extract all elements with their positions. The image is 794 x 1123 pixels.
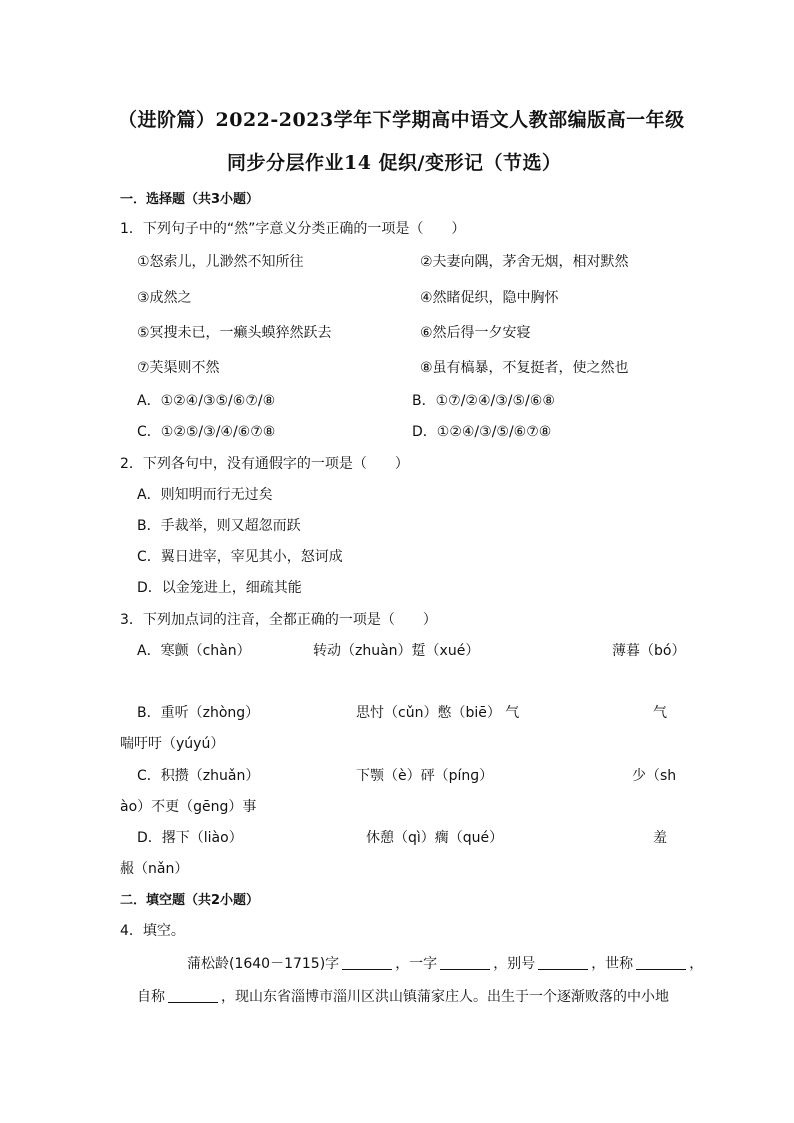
q3-option-a-part2: 转动（zhuàn）踅（xué） bbox=[313, 643, 480, 659]
q1-item: ⑥然后得一夕安寝 bbox=[420, 325, 531, 341]
answer-blank[interactable] bbox=[342, 955, 392, 970]
section-heading-choice: 一．选择题（共3小题） bbox=[120, 192, 260, 207]
q2-option-b: B．手裁举，则又超忽而跃 bbox=[137, 518, 301, 534]
q4-text: ，别号 bbox=[493, 956, 536, 972]
section-heading-fill: 二．填空题（共2小题） bbox=[120, 893, 260, 908]
q3-option-b-part2: 思忖（cǔn）憋（biē） 气 bbox=[356, 705, 520, 721]
q1-item: ③成然之 bbox=[137, 290, 192, 306]
question-2-stem: 2．下列各句中，没有通假字的一项是（ ） bbox=[120, 456, 409, 472]
page-title-line1: （进阶篇）2022-2023学年下学期高中语文人教部编版高一年级 bbox=[118, 109, 685, 131]
q3-option-a-part3: 薄暮（bó） bbox=[612, 643, 686, 659]
q2-option-c: C．翼日进宰，宰见其小，怒诃成 bbox=[137, 549, 343, 565]
q3-option-d-part2: 休憩（qì）瘸（qué） bbox=[366, 830, 504, 846]
q3-option-a-part1: A．寒颤（chàn） bbox=[137, 643, 251, 659]
q3-option-d-part3: 羞 bbox=[653, 830, 667, 846]
q3-option-b-part1: B．重听（zhòng） bbox=[137, 705, 260, 721]
page-title-line2: 同步分层作业14 促织/变形记（节选） bbox=[227, 152, 562, 174]
q1-item: ④然睹促织，隐中胸怀 bbox=[420, 290, 559, 306]
q4-text: 蒲松龄(1640－1715)字 bbox=[187, 956, 340, 972]
question-4-stem: 4．填空。 bbox=[120, 923, 185, 939]
q1-item: ⑧虽有槁暴，不复挺者，使之然也 bbox=[420, 360, 629, 376]
q4-line-2 bbox=[137, 986, 669, 1006]
q3-option-c-part4: ào）不更（gēng）事 bbox=[120, 799, 257, 815]
q1-option-c: C．①②⑤/③/④/⑥⑦⑧ bbox=[137, 424, 276, 440]
q4-text: ，世称 bbox=[591, 956, 634, 972]
q3-option-d-part1: D．撂下（liào） bbox=[137, 830, 243, 846]
q3-option-c-part3: 少（sh bbox=[632, 768, 677, 784]
q3-option-b-part3: 气 bbox=[653, 705, 667, 721]
q3-option-c-part2: 下颚（è）砰（pínɡ） bbox=[356, 768, 494, 784]
answer-blank[interactable] bbox=[538, 955, 588, 970]
question-3-stem: 3．下列加点词的注音，全都正确的一项是（ ） bbox=[120, 612, 437, 628]
q1-option-a: A．①②④/③⑤/⑥⑦/⑧ bbox=[137, 393, 276, 409]
q2-option-a: A．则知明而行无过矣 bbox=[137, 487, 273, 503]
answer-blank[interactable] bbox=[168, 988, 218, 1003]
q4-line-1 bbox=[187, 953, 703, 973]
q1-option-b: B．①⑦/②④/③/⑤/⑥⑧ bbox=[412, 393, 555, 409]
q4-text: ，现山东省淄博市淄川区洪山镇蒲家庄人。出生于一个逐渐败落的中小地 bbox=[221, 989, 669, 1005]
q3-option-d-part4: 赧（nǎn） bbox=[120, 861, 189, 877]
answer-blank[interactable] bbox=[636, 955, 686, 970]
q4-text: ， bbox=[689, 956, 704, 972]
question-1-stem: 1．下列句子中的“然”字意义分类正确的一项是（ ） bbox=[120, 221, 466, 237]
q3-option-c-part1: C．积攒（zhuǎn） bbox=[137, 768, 260, 784]
q2-option-d: D．以金笼进上，细疏其能 bbox=[137, 580, 302, 596]
q1-item: ⑦芙渠则不然 bbox=[137, 360, 220, 376]
q1-item: ⑤冥搜未已，一癞头蟆猝然跃去 bbox=[137, 325, 332, 341]
q1-item: ②夫妻向隅，茅舍无烟，相对默然 bbox=[420, 254, 629, 270]
q1-option-d: D．①②④/③/⑤/⑥⑦⑧ bbox=[412, 424, 552, 440]
q4-text: ，一字 bbox=[395, 956, 438, 972]
q3-option-b-part4: 喘吁吁（yúyú） bbox=[120, 736, 225, 752]
answer-blank[interactable] bbox=[440, 955, 490, 970]
q4-text: 自称 bbox=[137, 989, 165, 1005]
q1-item: ①怒索儿，儿渺然不知所往 bbox=[137, 254, 304, 270]
